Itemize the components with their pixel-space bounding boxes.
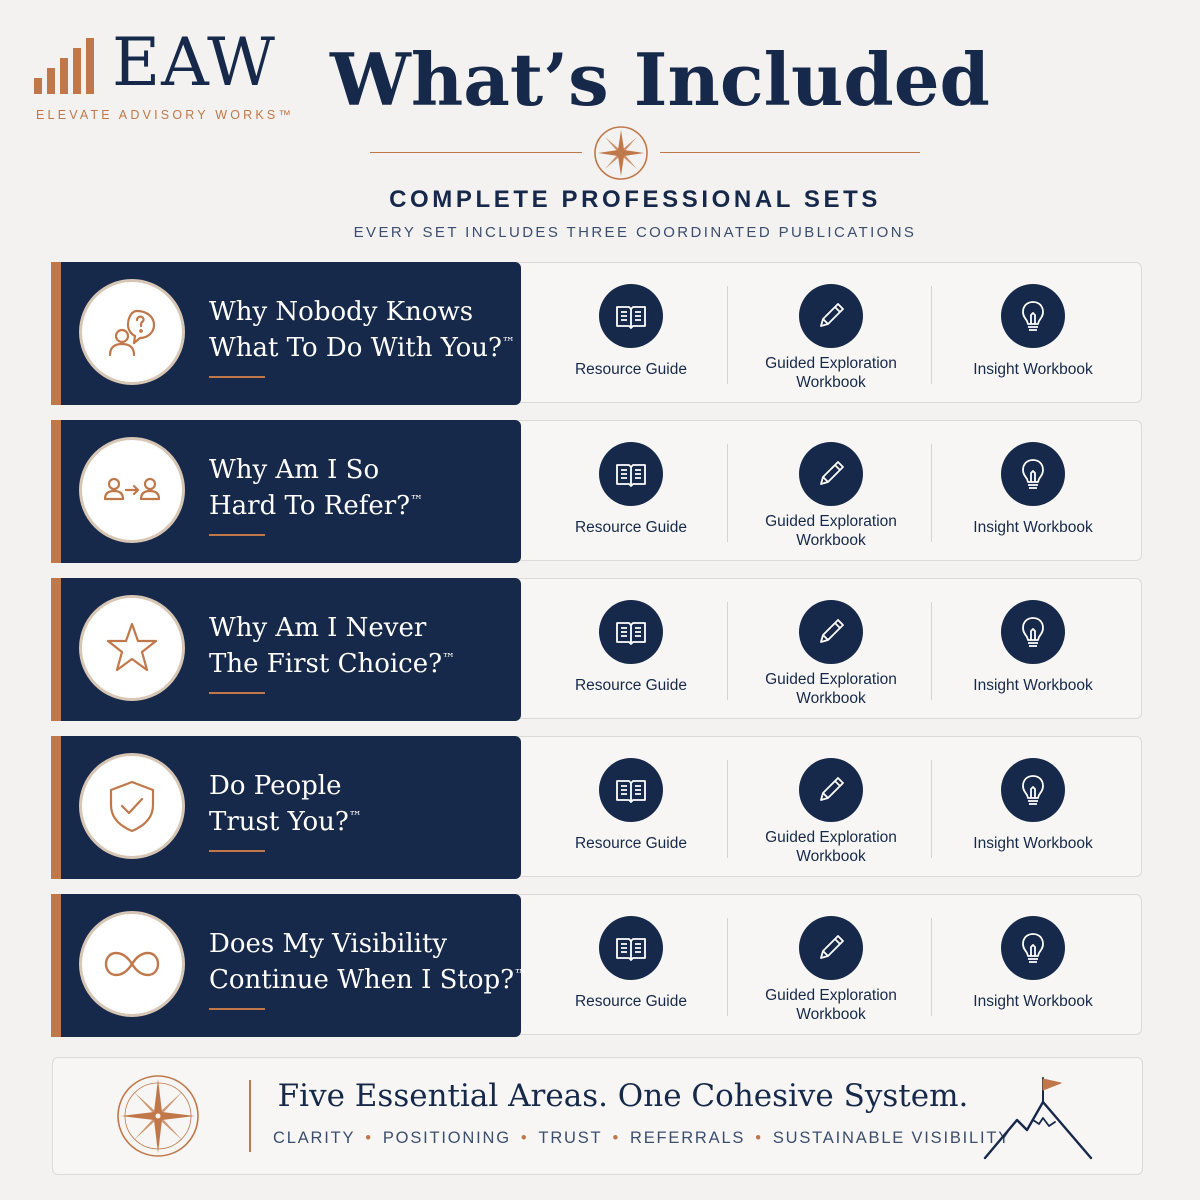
title-underline — [209, 534, 265, 536]
publication-guided-workbook — [731, 578, 931, 717]
section-heading: COMPLETE PROFESSIONAL SETS — [389, 186, 881, 213]
publication-guided-workbook — [731, 894, 931, 1033]
pub-label: Guided Exploration Workbook — [765, 513, 897, 549]
set-row — [51, 262, 1142, 403]
section-caption: EVERY SET INCLUDES THREE COORDINATED PUBLICATIONS — [353, 224, 917, 241]
title-divider-left — [370, 152, 582, 153]
column-divider — [727, 602, 728, 700]
set-title-panel — [51, 420, 521, 563]
column-divider — [727, 918, 728, 1016]
column-divider — [931, 444, 932, 542]
column-divider — [931, 918, 932, 1016]
pub-label: Resource Guide — [574, 677, 687, 694]
set-title-line2: Continue When I Stop?™ — [209, 965, 528, 995]
set-row — [51, 420, 1142, 561]
publication-insight-workbook — [933, 262, 1133, 401]
set-title — [209, 768, 519, 840]
column-divider — [931, 286, 932, 384]
pub-label: Guided Exploration Workbook — [765, 987, 897, 1023]
title-underline — [209, 692, 265, 694]
pub-icon-badge — [599, 442, 663, 506]
star-icon — [103, 619, 161, 677]
set-title-line1: Why Am I Never — [209, 613, 427, 643]
publication-resource-guide — [531, 578, 731, 717]
pub-label: Resource Guide — [574, 519, 687, 536]
infinity-icon — [103, 935, 161, 993]
bar-chart-logo-icon — [34, 38, 98, 94]
set-row — [51, 894, 1142, 1035]
panel-accent — [51, 420, 61, 563]
publication-resource-guide — [531, 894, 731, 1033]
pencil-icon — [813, 772, 849, 808]
publication-insight-workbook — [933, 578, 1133, 717]
publication-insight-workbook — [933, 894, 1133, 1033]
publication-resource-guide — [531, 420, 731, 559]
focus-area: SUSTAINABLE VISIBILITY — [772, 1129, 1012, 1147]
lightbulb-icon — [1015, 930, 1051, 966]
separator-dot: • — [755, 1129, 763, 1147]
pub-icon-badge — [1001, 758, 1065, 822]
topic-icon-badge — [79, 437, 185, 543]
footer-title: Five Essential Areas. One Cohesive System. — [277, 1078, 969, 1114]
set-title-line1: Do People — [209, 771, 342, 801]
open-book-icon — [613, 772, 649, 808]
pub-icon-badge — [1001, 284, 1065, 348]
set-title-line2: The First Choice?™ — [209, 649, 456, 679]
set-title-line1: Why Nobody Knows — [209, 297, 474, 327]
set-title — [209, 610, 519, 682]
topic-icon-badge — [79, 753, 185, 859]
set-title — [209, 452, 519, 524]
title-underline — [209, 376, 265, 378]
logo-wordmark: EAW — [112, 24, 277, 101]
set-row — [51, 736, 1142, 877]
separator-dot: • — [365, 1129, 373, 1147]
set-title-line2: Hard To Refer?™ — [209, 491, 424, 521]
pub-label: Resource Guide — [574, 361, 687, 378]
lightbulb-icon — [1015, 772, 1051, 808]
open-book-icon — [613, 930, 649, 966]
pencil-icon — [813, 614, 849, 650]
set-title-line2: Trust You?™ — [209, 807, 362, 837]
pub-label: Guided Exploration Workbook — [765, 671, 897, 707]
open-book-icon — [613, 298, 649, 334]
set-row — [51, 578, 1142, 719]
pub-icon-badge — [799, 758, 863, 822]
lightbulb-icon — [1015, 456, 1051, 492]
footer-divider — [249, 1080, 251, 1152]
pub-label: Insight Workbook — [973, 677, 1093, 694]
column-divider — [931, 602, 932, 700]
pub-icon-badge — [599, 758, 663, 822]
pub-icon-badge — [599, 600, 663, 664]
panel-accent — [51, 894, 61, 1037]
brand-logo — [34, 24, 314, 128]
focus-area: CLARITY — [273, 1129, 356, 1147]
pencil-icon — [813, 456, 849, 492]
publication-guided-workbook — [731, 420, 931, 559]
set-title-line1: Why Am I So — [209, 455, 380, 485]
set-title-panel — [51, 262, 521, 405]
pub-icon-badge — [799, 284, 863, 348]
set-title-panel — [51, 578, 521, 721]
pub-icon-badge — [799, 916, 863, 980]
separator-dot: • — [612, 1129, 621, 1147]
pub-label: Resource Guide — [574, 993, 687, 1010]
column-divider — [727, 444, 728, 542]
set-title — [209, 294, 519, 366]
pub-label: Insight Workbook — [973, 835, 1093, 852]
column-divider — [931, 760, 932, 858]
column-divider — [727, 286, 728, 384]
shield-check-icon — [103, 777, 161, 835]
pub-icon-badge — [599, 284, 663, 348]
footer-banner — [52, 1057, 1143, 1175]
topic-icon-badge — [79, 595, 185, 701]
pub-label: Insight Workbook — [973, 361, 1093, 378]
focus-area: TRUST — [538, 1129, 603, 1147]
pub-icon-badge — [799, 442, 863, 506]
column-divider — [727, 760, 728, 858]
panel-accent — [51, 262, 61, 405]
pub-label: Insight Workbook — [973, 519, 1093, 536]
pub-icon-badge — [1001, 600, 1065, 664]
pub-label: Guided Exploration Workbook — [765, 829, 897, 865]
pub-icon-badge — [799, 600, 863, 664]
focus-areas-list — [273, 1129, 1012, 1148]
separator-dot: • — [520, 1129, 529, 1147]
title-underline — [209, 850, 265, 852]
pub-icon-badge — [1001, 442, 1065, 506]
title-divider-right — [660, 152, 920, 153]
focus-area: REFERRALS — [630, 1129, 746, 1147]
publication-resource-guide — [531, 736, 731, 875]
logo-tagline: ELEVATE ADVISORY WORKS™ — [36, 108, 295, 122]
pub-label: Guided Exploration Workbook — [765, 355, 897, 391]
set-title-line1: Does My Visibility — [209, 929, 448, 959]
lightbulb-icon — [1015, 298, 1051, 334]
set-title-panel — [51, 736, 521, 879]
referral-arrow-icon — [103, 461, 161, 519]
publication-insight-workbook — [933, 420, 1133, 559]
set-title-panel — [51, 894, 528, 1037]
panel-accent — [51, 578, 61, 721]
title-underline — [209, 1008, 265, 1010]
lightbulb-icon — [1015, 614, 1051, 650]
pub-icon-badge — [1001, 916, 1065, 980]
page-title: What’s Included — [330, 37, 990, 122]
person-question-icon — [103, 303, 161, 361]
publication-insight-workbook — [933, 736, 1133, 875]
mountain-flag-icon — [981, 1074, 1097, 1162]
pub-label: Resource Guide — [574, 835, 687, 852]
pub-label: Insight Workbook — [973, 993, 1093, 1010]
open-book-icon — [613, 614, 649, 650]
pub-icon-badge — [599, 916, 663, 980]
pencil-icon — [813, 298, 849, 334]
compass-icon — [592, 124, 650, 182]
set-title-line2: What To Do With You?™ — [209, 333, 515, 363]
open-book-icon — [613, 456, 649, 492]
publication-guided-workbook — [731, 736, 931, 875]
topic-icon-badge — [79, 279, 185, 385]
set-title — [209, 926, 528, 998]
panel-accent — [51, 736, 61, 879]
publication-guided-workbook — [731, 262, 931, 401]
topic-icon-badge — [79, 911, 185, 1017]
publication-resource-guide — [531, 262, 731, 401]
pencil-icon — [813, 930, 849, 966]
compass-rose-icon — [115, 1073, 201, 1159]
focus-area: POSITIONING — [382, 1129, 511, 1147]
